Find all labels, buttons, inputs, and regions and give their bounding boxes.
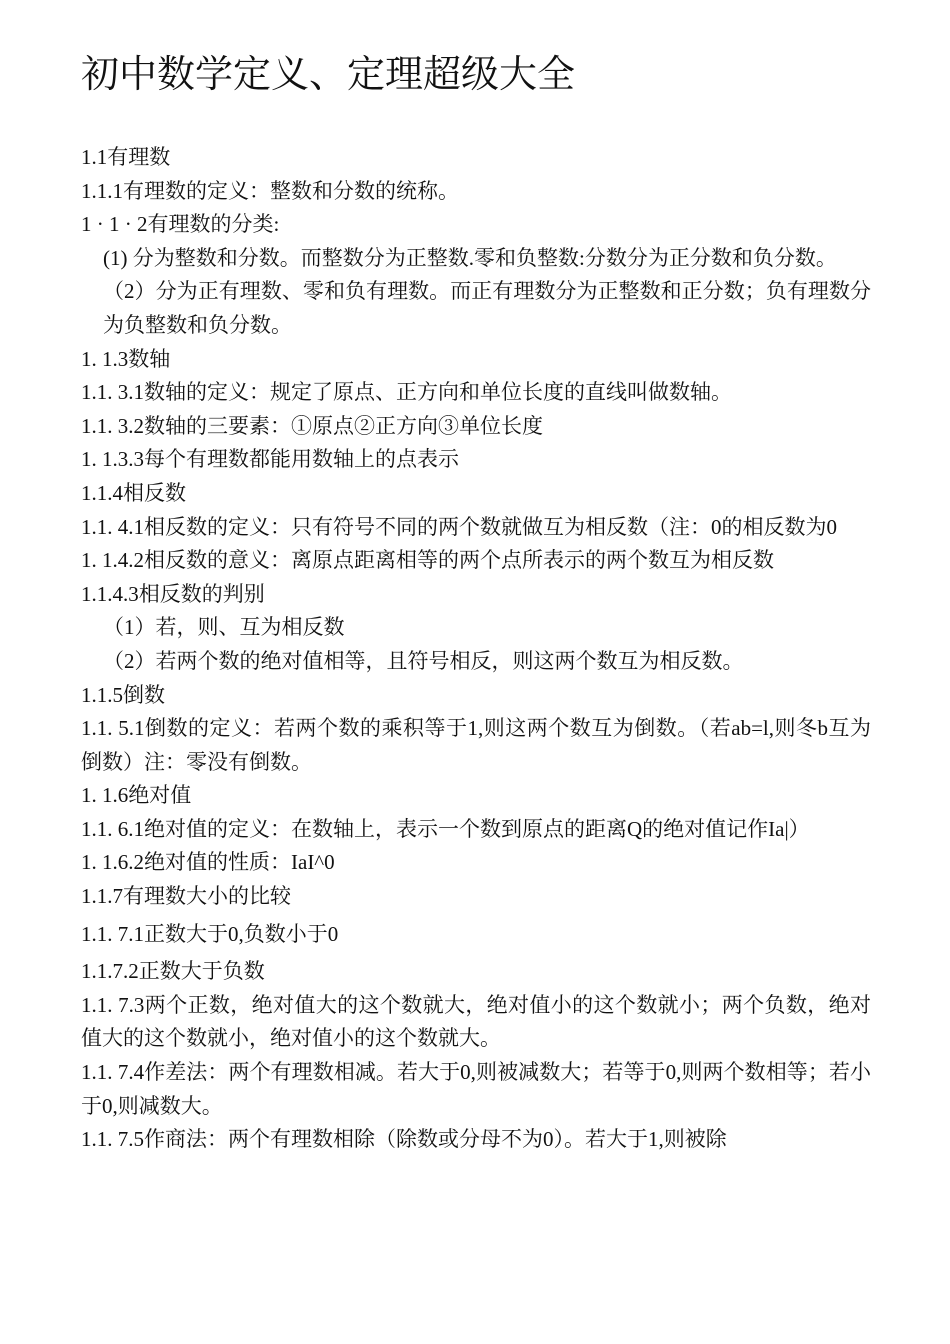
section-heading: 1.1.5倒数 (81, 682, 165, 707)
paragraph: 1.1. 7.4作差法：两个有理数相减。若大于0,则被减数大；若等于0,则两个数相等；若小于0,则减数大。 (81, 1060, 871, 1118)
document-body (81, 141, 871, 1157)
paragraph: 1. 1.6.2绝对值的性质：IaI^0 (81, 850, 335, 875)
paragraph: （2）若两个数的绝对值相等，且符号相反，则这两个数互为相反数。 (103, 648, 744, 673)
paragraph: 1. 1.4.2相反数的意义：离原点距离相等的两个点所表示的两个数互为相反数 (81, 548, 774, 573)
section-heading: 1. 1.3数轴 (81, 346, 171, 371)
paragraph: 1.1. 3.1数轴的定义：规定了原点、正方向和单位长度的直线叫做数轴。 (81, 380, 732, 405)
paragraph: （1）若，则、互为相反数 (103, 615, 345, 640)
section-heading: 1. 1.6绝对值 (81, 783, 192, 808)
paragraph: 1.1.4.3相反数的判别 (81, 581, 265, 606)
document-title: 初中数学定义、定理超级大全 (81, 52, 576, 96)
section-heading: 1.1有理数 (81, 145, 171, 169)
paragraph: 1.1. 5.1倒数的定义：若两个数的乘积等于1,则这两个数互为倒数。（若ab=l,则冬b互为倒数）注：零没有倒数。 (81, 716, 871, 774)
paragraph: 1. 1.3.3每个有理数都能用数轴上的点表示 (81, 447, 459, 472)
paragraph: (1) 分为整数和分数。而整数分为正整数.零和负整数:分数分为正分数和负分数。 (103, 245, 837, 270)
paragraph: （2）分为正有理数、零和负有理数。而正有理数分为正整数和正分数；负有理数分为负整数和负分数。 (103, 279, 871, 337)
section-heading: 1.1.7有理数大小的比较 (81, 884, 291, 909)
paragraph: 1 · 1 · 2有理数的分类: (81, 212, 280, 237)
paragraph: 1.1. 7.1正数大于0,负数小于0 (81, 921, 339, 946)
paragraph: 1.1.7.2正数大于负数 (81, 959, 265, 984)
paragraph: 1.1. 7.3两个正数，绝对值大的这个数就大，绝对值小的这个数就小；两个负数，绝对值大的这个数就小，绝对值小的这个数就大。 (81, 992, 871, 1051)
paragraph: 1.1. 7.5作商法：两个有理数相除（除数或分母不为0）。若大于1,则被除 (81, 1127, 727, 1152)
paragraph: 1.1.1有理数的定义：整数和分数的统称。 (81, 178, 459, 203)
paragraph: 1.1. 4.1相反数的定义：只有符号不同的两个数就做互为相反数（注：0的相反数为0 (81, 514, 837, 539)
paragraph: 1.1. 6.1绝对值的定义：在数轴上，表示一个数到原点的距离Q的绝对值记作Ia|） (81, 816, 810, 841)
section-heading: 1.1.4相反数 (81, 480, 186, 505)
paragraph: 1.1. 3.2数轴的三要素：①原点②正方向③单位长度 (81, 413, 543, 438)
